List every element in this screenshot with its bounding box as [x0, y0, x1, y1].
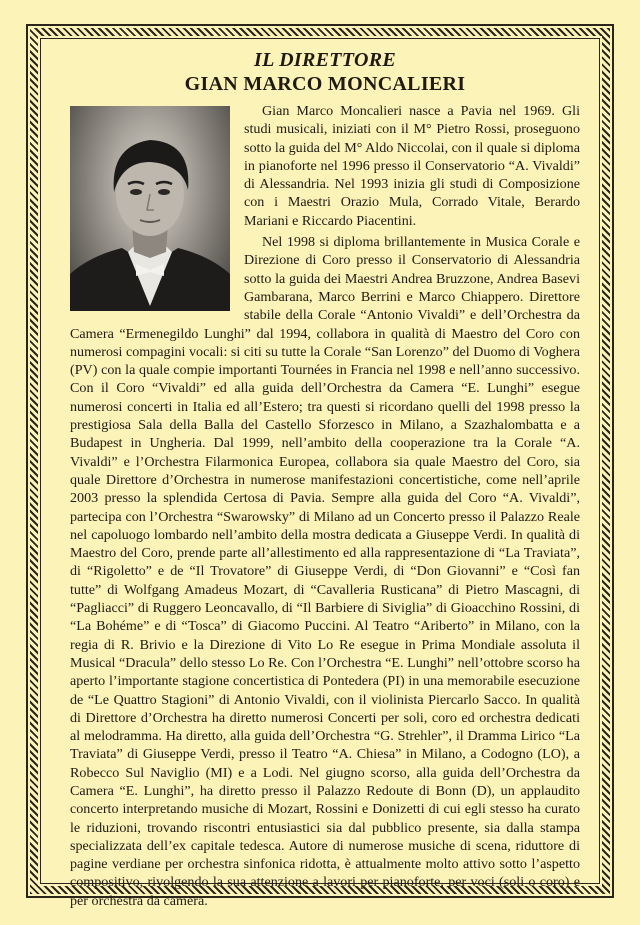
biography-paragraph-2: Nel 1998 si diploma brillantemente in Musica Corale e Direzione di Coro presso il Conservatorio di Alessandria sotto la guida dei Maestri Andrea Bruzzone, Andrea Basevi Gambarana, Marco Berrini e Marco Chiappero. Direttore stabile della Corale “Antonio Vivaldi” e dell’Orchestra da Camera “Ermenegildo Lunghi” dal 1994, collabora in qualità di Maestro del Coro con numerosi compagini vocali: si citi su tutte la Corale “San Lorenzo” del Duomo di Voghera (PV) con la quale compie importanti Tournées in Francia nel 1998 e nell’anno successivo. Con il Coro “Vivaldi” ed alla guida dell’Orchestra da Camera “E. Lunghi” esegue numerosi concerti in Italia ed all’Estero; tra questi si ricordano quelli del 1998 presso la prestigiosa Sala della Balla del Castello Sforzesco in Milano, a Szazhalombatta e a Budapest in Ungheria. Dal 1999, nell’ambito della cooperazione tra la Corale “A. Vivaldi” e l’Orchestra Filarmonica Europea, collabora sia quale Maestro del Coro, sia quale Direttore d’Orchestra in numerose manifestazioni concertistiche, come nell’aprile 2003 presso la splendida Certosa di Pavia. Sempre alla guida del Coro “A. Vivaldi”, partecipa con l’Orchestra “Swarowsky” di Milano ad un Concerto presso il Palazzo Reale nel capoluogo lombardo nell’ambito della mostra dedicata a Giuseppe Verdi. In qualità di Maestro del Coro, prende parte all’allestimento ed alla rappresentazione di “La Traviata”, di “Rigoletto” e de “Il Trovatore” di Giuseppe Verdi, di “Don Giovanni” e “Così fan tutte” di Wolfgang Amadeus Mozart, di “Cavalleria Rusticana” di Pietro Mascagni, di “Pagliacci” di Ruggero Leoncavallo, di “Il Barbiere di Siviglia” di Gioacchino Rossini, di “La Bohéme” e di “Tosca” di Giacomo Puccini. Al Teatro “Ariberto” in Milano, con la regia di R. Brivio e la Direzione di Vito Lo Re esegue in Prima Mondiale assoluta il Musical “Dracula” dello stesso Lo Re. Con l’Orchestra “E. Lunghi” nell’ottobre scorso ha aperto l’importante stagione concertistica di Pontedera (PI) in una memorabile esecuzione de “Le Quattro Stagioni” di Antonio Vivaldi, con il violinista Piercarlo Sacco. In qualità di Direttore d’Orchestra ha diretto numerosi Concerti per soli, coro ed orchestra dedicati al melodramma. Ha diretto, alla guida dell’Orchestra “G. Strehler”, il Dramma Lirico “La Traviata” di Giuseppe Verdi, presso il Teatro “A. Chiesa” in Milano, a Codogno (LO), a Robecco Sul Naviglio (MI) e a Lodi. Nel giugno scorso, alla guida dell’Orchestra da Camera “E. Lunghi”, ha diretto presso il Palazzo Redoute di Bonn (D), un applaudito concerto interpretando musiche di Mozart, Rossini e Donizetti di cui egli stesso ha curato le riduzioni, trovando riscontri entusiastici sia dal pubblico presente, sia dalla stampa specializzata dell’ex capitale tedesca. Autore di numerose musiche di scena, riduttore di pagine verdiane per orchestra sinfonica ridotta, è attualmente molto attivo sotto l’aspetto compositivo, rivolgendo la sua attenzione a lavori per pianoforte, per voci (soli o coro) e per orchestra da camera. — [70, 234, 580, 909]
director-name: GIAN MARCO MONCALIERI — [184, 73, 466, 95]
biography-text — [70, 102, 580, 910]
document-content — [70, 48, 580, 910]
biography-paragraph-1: Gian Marco Moncalieri nasce a Pavia nel 1969. Gli studi musicali, iniziati con il M° Pietro Rossi, proseguono sotto la guida del M° Aldo Niccolai, con il quale si diploma in pianoforte nel 1996 presso il Conservatorio “A. Vivaldi” di Alessandria. Nel 1993 inizia gli studi di Composizione con i Maestri Orazio Mula, Corrado Vitale, Berardo Mariani e Riccardo Piacentini. — [244, 103, 580, 229]
portrait-photo — [70, 106, 230, 311]
section-title: IL DIRETTORE — [254, 49, 396, 71]
portrait-image — [70, 106, 230, 311]
